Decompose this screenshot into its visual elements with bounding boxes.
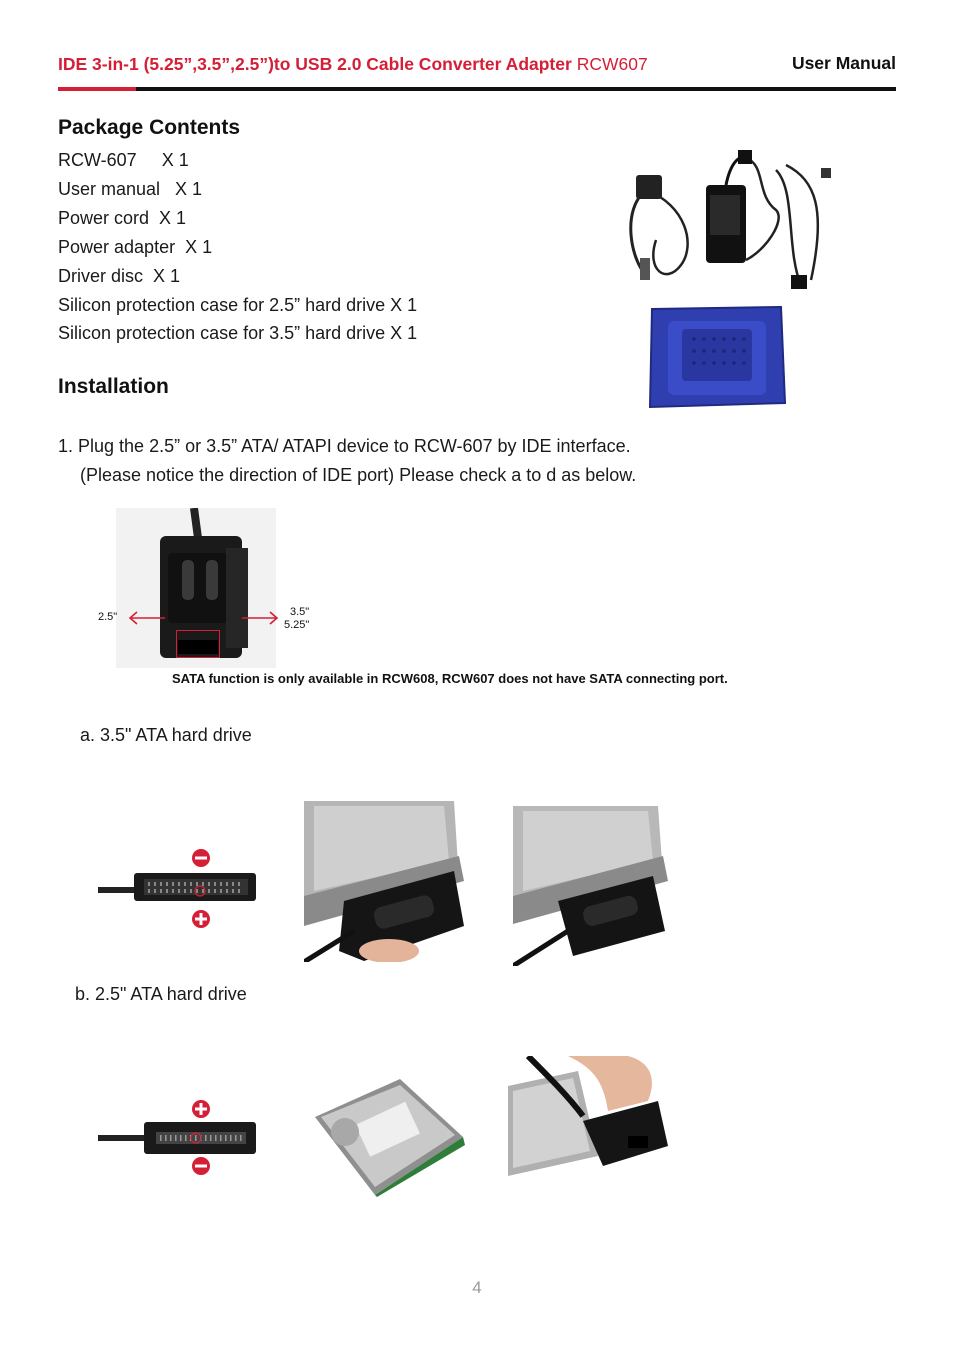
list-item: Power cord X 1 [58,207,187,228]
hdd-25-photo [305,1077,465,1197]
model-number: RCW607 [576,54,648,74]
hdd-25-connect-photo [508,1056,668,1216]
list-item: Silicon protection case for 3.5” hard drive X 1 [58,323,418,344]
step-a-label: a. 3.5" ATA hard drive [80,725,252,745]
step-1-line-2: (Please notice the direction of IDE port) Please check a to d as below. [80,465,637,485]
header-rule-accent [58,87,136,91]
manual-label: User Manual [791,53,896,73]
label-3-5: 3.5" [290,606,310,618]
label-2-5: 2.5" [98,611,118,623]
sata-note: SATA function is only available in RCW608, RCW607 does not have SATA connecting port. [172,671,728,686]
ide-connector-25-photo [98,1110,260,1170]
package-contents-heading: Package Contents [58,116,241,139]
minus-icon [191,848,211,868]
list-item: Driver disc X 1 [58,265,181,286]
label-5-25: 5.25" [284,619,310,631]
plus-icon [191,909,211,929]
sata-port-highlight [176,630,220,658]
list-item: Power adapter X 1 [58,236,213,257]
package-photo [626,150,836,300]
hdd-35-connect-photo-2 [513,806,668,966]
step-b-label: b. 2.5" ATA hard drive [75,984,247,1004]
ide-connector-35-photo [98,845,260,935]
page-number: 4 [472,1278,482,1297]
silicon-case-photo [644,303,789,411]
document-title [58,54,648,75]
right-arrow-icon [240,608,280,628]
list-item: RCW-607 X 1 [58,150,189,170]
installation-heading: Installation [58,375,169,398]
list-item: Silicon protection case for 2.5” hard drive X 1 [58,294,418,315]
header-rule [58,87,896,91]
list-item: User manual X 1 [58,178,203,199]
title-text: IDE 3-in-1 (5.25”,3.5”,2.5”)to USB 2.0 Cable Converter Adapter [58,54,572,74]
step-1-line-1: 1. Plug the 2.5” or 3.5” ATA/ ATAPI device to RCW-607 by IDE interface. [58,436,631,456]
left-arrow-icon [127,608,167,628]
minus-icon [191,1156,211,1176]
hdd-35-connect-photo-1 [304,801,464,962]
package-list [58,146,417,348]
plus-icon [191,1099,211,1119]
